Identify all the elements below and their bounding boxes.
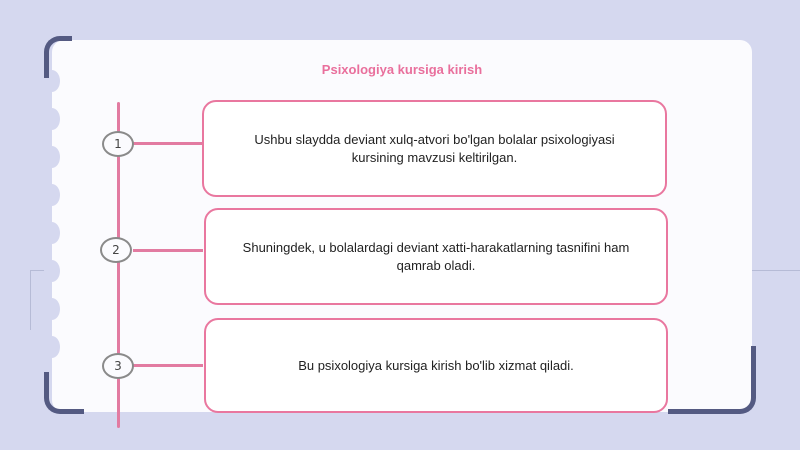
scalloped-edge xyxy=(44,70,62,370)
step-number-3: 3 xyxy=(102,353,134,379)
timeline-card-1 xyxy=(202,100,667,197)
background-line-right xyxy=(748,270,800,271)
timeline-card-2 xyxy=(204,208,668,305)
slide-title: Psixologiya kursiga kirish xyxy=(321,62,483,77)
corner-bracket-bottom-left xyxy=(44,372,84,414)
timeline-card-text-3: Bu psixologiya kursiga kirish bo'lib xizmat qiladi. xyxy=(298,357,574,373)
timeline-card-text-1: Ushbu slaydda deviant xulq-atvori bo'lgan bolalar psixologiyasi kursining mavzusi keltirilgan. xyxy=(254,131,615,165)
step-number-1: 1 xyxy=(102,131,134,157)
timeline-connector-2 xyxy=(133,249,203,252)
step-number-2: 2 xyxy=(100,237,132,263)
timeline-card-3 xyxy=(204,318,668,413)
corner-bracket-bottom-right xyxy=(668,346,756,414)
timeline-card-text-2: Shuningdek, u bolalardagi deviant xatti-harakatlarning tasnifini ham qamrab oladi. xyxy=(242,239,630,273)
background-line-vertical xyxy=(30,270,31,330)
timeline-connector-1 xyxy=(133,142,203,145)
timeline-connector-3 xyxy=(133,364,203,367)
